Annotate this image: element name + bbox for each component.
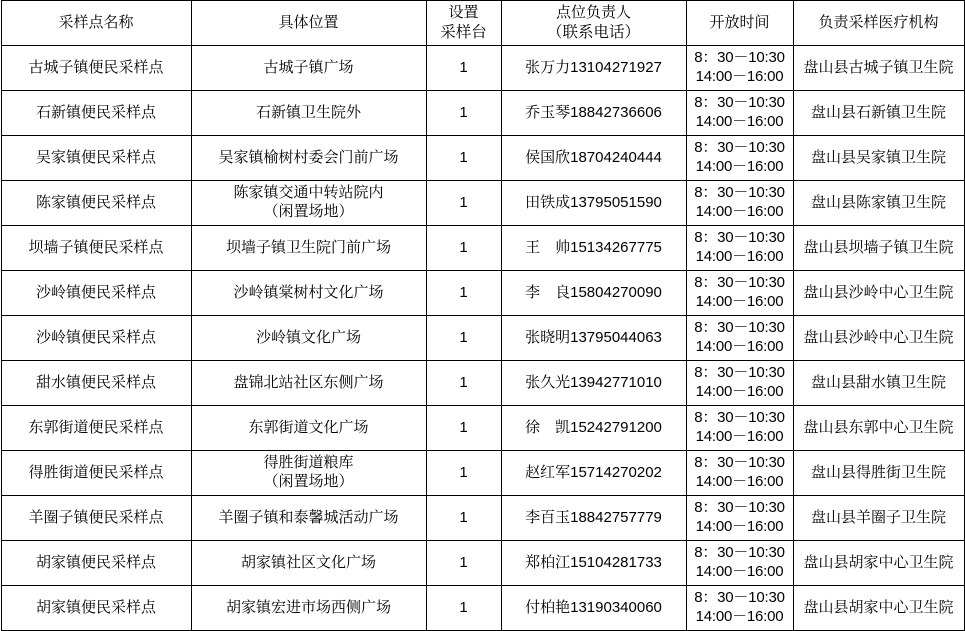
cell-opening-hours bbox=[686, 136, 793, 181]
hours-afternoon: 14:00－16:00 bbox=[695, 383, 784, 400]
cell-opening-hours bbox=[686, 91, 793, 136]
hours-morning: 8：30－10:30 bbox=[694, 589, 785, 607]
manager-name: 王 帅 bbox=[525, 238, 571, 256]
table-row bbox=[1, 451, 964, 496]
location-line2: （闲置场地） bbox=[263, 203, 354, 220]
cell-location: 沙岭镇文化广场 bbox=[191, 316, 426, 361]
hours-morning: 8：30－10:30 bbox=[694, 364, 785, 382]
cell-organization: 盘山县陈家镇卫生院 bbox=[793, 181, 964, 226]
cell-manager bbox=[501, 406, 686, 451]
cell-site-name: 胡家镇便民采样点 bbox=[1, 586, 191, 631]
cell-location: 吴家镇榆树村委会门前广场 bbox=[191, 136, 426, 181]
cell-station-count: 1 bbox=[426, 406, 501, 451]
cell-manager bbox=[501, 136, 686, 181]
cell-site-name: 坝墙子镇便民采样点 bbox=[1, 226, 191, 271]
header-manager-line1: 点位负责人 bbox=[555, 3, 631, 21]
manager-name: 张久光 bbox=[525, 373, 571, 391]
cell-location: 胡家镇社区文化广场 bbox=[191, 541, 426, 586]
cell-manager bbox=[501, 496, 686, 541]
manager-phone: 18842757779 bbox=[570, 508, 662, 526]
cell-opening-hours bbox=[686, 226, 793, 271]
manager-name: 田铁成 bbox=[525, 193, 571, 211]
hours-afternoon: 14:00－16:00 bbox=[695, 518, 784, 535]
hours-afternoon: 14:00－16:00 bbox=[695, 293, 784, 310]
cell-station-count: 1 bbox=[426, 136, 501, 181]
cell-location: 坝墙子镇卫生院门前广场 bbox=[191, 226, 426, 271]
cell-site-name: 沙岭镇便民采样点 bbox=[1, 271, 191, 316]
cell-opening-hours bbox=[686, 406, 793, 451]
hours-afternoon: 14:00－16:00 bbox=[695, 428, 784, 445]
cell-organization: 盘山县古城子镇卫生院 bbox=[793, 46, 964, 91]
table-row bbox=[1, 406, 964, 451]
table-row bbox=[1, 361, 964, 406]
cell-location: 沙岭镇棠树村文化广场 bbox=[191, 271, 426, 316]
manager-name: 张晓明 bbox=[525, 328, 571, 346]
cell-station-count: 1 bbox=[426, 46, 501, 91]
cell-site-name: 沙岭镇便民采样点 bbox=[1, 316, 191, 361]
cell-station-count: 1 bbox=[426, 181, 501, 226]
hours-morning: 8：30－10:30 bbox=[694, 184, 785, 202]
hours-morning: 8：30－10:30 bbox=[694, 94, 785, 112]
header-row bbox=[1, 1, 964, 46]
cell-opening-hours bbox=[686, 361, 793, 406]
cell-location: 东郭街道文化广场 bbox=[191, 406, 426, 451]
cell-location: 石新镇卫生院外 bbox=[191, 91, 426, 136]
hours-afternoon: 14:00－16:00 bbox=[695, 248, 784, 265]
table-row bbox=[1, 316, 964, 361]
table-row bbox=[1, 226, 964, 271]
header-manager-line2: （联系电话） bbox=[546, 23, 640, 41]
cell-organization: 盘山县东郭中心卫生院 bbox=[793, 406, 964, 451]
hours-afternoon: 14:00－16:00 bbox=[695, 113, 784, 130]
header-cell-hours: 开放时间 bbox=[686, 1, 793, 46]
cell-station-count: 1 bbox=[426, 226, 501, 271]
hours-afternoon: 14:00－16:00 bbox=[695, 158, 784, 175]
header-cell-count bbox=[426, 1, 501, 46]
cell-organization: 盘山县得胜街卫生院 bbox=[793, 451, 964, 496]
cell-opening-hours bbox=[686, 316, 793, 361]
sampling-sites-table bbox=[1, 0, 965, 631]
manager-phone: 13795051590 bbox=[570, 193, 662, 211]
table-row bbox=[1, 181, 964, 226]
cell-location bbox=[191, 451, 426, 496]
cell-location: 盘锦北站社区东侧广场 bbox=[191, 361, 426, 406]
hours-afternoon: 14:00－16:00 bbox=[695, 563, 784, 580]
manager-phone: 13795044063 bbox=[570, 328, 662, 346]
table-header bbox=[1, 1, 964, 46]
cell-station-count: 1 bbox=[426, 271, 501, 316]
cell-site-name: 石新镇便民采样点 bbox=[1, 91, 191, 136]
manager-phone: 15134267775 bbox=[570, 238, 662, 256]
manager-phone: 15804270090 bbox=[570, 283, 662, 301]
table-row bbox=[1, 271, 964, 316]
manager-phone: 15242791200 bbox=[570, 418, 662, 436]
hours-morning: 8：30－10:30 bbox=[694, 499, 785, 517]
cell-manager bbox=[501, 451, 686, 496]
cell-site-name: 吴家镇便民采样点 bbox=[1, 136, 191, 181]
hours-morning: 8：30－10:30 bbox=[694, 409, 785, 427]
cell-organization: 盘山县吴家镇卫生院 bbox=[793, 136, 964, 181]
hours-morning: 8：30－10:30 bbox=[694, 274, 785, 292]
cell-site-name: 古城子镇便民采样点 bbox=[1, 46, 191, 91]
cell-site-name: 得胜街道便民采样点 bbox=[1, 451, 191, 496]
cell-manager bbox=[501, 316, 686, 361]
cell-opening-hours bbox=[686, 541, 793, 586]
manager-name: 郑柏江 bbox=[525, 553, 571, 571]
hours-morning: 8：30－10:30 bbox=[694, 139, 785, 157]
cell-station-count: 1 bbox=[426, 316, 501, 361]
cell-organization: 盘山县沙岭中心卫生院 bbox=[793, 316, 964, 361]
cell-site-name: 胡家镇便民采样点 bbox=[1, 541, 191, 586]
table-row bbox=[1, 46, 964, 91]
hours-morning: 8：30－10:30 bbox=[694, 544, 785, 562]
cell-location bbox=[191, 181, 426, 226]
cell-station-count: 1 bbox=[426, 496, 501, 541]
cell-manager bbox=[501, 541, 686, 586]
hours-afternoon: 14:00－16:00 bbox=[695, 608, 784, 625]
location-line1: 得胜街道粮库 bbox=[263, 454, 354, 472]
cell-opening-hours bbox=[686, 451, 793, 496]
cell-location: 羊圈子镇和泰馨城活动广场 bbox=[191, 496, 426, 541]
cell-site-name: 东郭街道便民采样点 bbox=[1, 406, 191, 451]
table-row bbox=[1, 91, 964, 136]
hours-morning: 8：30－10:30 bbox=[694, 49, 785, 67]
cell-location: 古城子镇广场 bbox=[191, 46, 426, 91]
table-row bbox=[1, 136, 964, 181]
hours-afternoon: 14:00－16:00 bbox=[695, 473, 784, 490]
cell-station-count: 1 bbox=[426, 91, 501, 136]
manager-phone: 18704240444 bbox=[570, 148, 662, 166]
cell-manager bbox=[501, 226, 686, 271]
manager-name: 乔玉琴 bbox=[525, 103, 571, 121]
manager-phone: 13942771010 bbox=[570, 373, 662, 391]
cell-organization: 盘山县沙岭中心卫生院 bbox=[793, 271, 964, 316]
hours-morning: 8：30－10:30 bbox=[694, 229, 785, 247]
cell-station-count: 1 bbox=[426, 541, 501, 586]
manager-name: 李百玉 bbox=[525, 508, 571, 526]
location-line1: 陈家镇交通中转站院内 bbox=[233, 184, 384, 202]
cell-organization: 盘山县石新镇卫生院 bbox=[793, 91, 964, 136]
cell-organization: 盘山县甜水镇卫生院 bbox=[793, 361, 964, 406]
manager-name: 付柏艳 bbox=[525, 598, 571, 616]
cell-opening-hours bbox=[686, 181, 793, 226]
header-cell-location: 具体位置 bbox=[191, 1, 426, 46]
cell-manager bbox=[501, 91, 686, 136]
manager-name: 张万力 bbox=[525, 58, 571, 76]
cell-organization: 盘山县坝墙子镇卫生院 bbox=[793, 226, 964, 271]
header-cell-name: 采样点名称 bbox=[1, 1, 191, 46]
cell-manager bbox=[501, 46, 686, 91]
cell-station-count: 1 bbox=[426, 361, 501, 406]
header-count-line1: 设置 bbox=[448, 3, 479, 21]
manager-phone: 15104281733 bbox=[570, 553, 662, 571]
cell-opening-hours bbox=[686, 271, 793, 316]
hours-afternoon: 14:00－16:00 bbox=[695, 203, 784, 220]
header-cell-organization: 负责采样医疗机构 bbox=[793, 1, 964, 46]
manager-name: 李 良 bbox=[525, 283, 571, 301]
manager-phone: 18842736606 bbox=[570, 103, 662, 121]
manager-phone: 15714270202 bbox=[570, 463, 662, 481]
cell-manager bbox=[501, 361, 686, 406]
hours-afternoon: 14:00－16:00 bbox=[695, 338, 784, 355]
location-line2: （闲置场地） bbox=[263, 473, 354, 490]
cell-manager bbox=[501, 271, 686, 316]
header-cell-manager bbox=[501, 1, 686, 46]
table-row bbox=[1, 541, 964, 586]
hours-morning: 8：30－10:30 bbox=[694, 454, 785, 472]
manager-phone: 13190340060 bbox=[570, 598, 662, 616]
cell-opening-hours bbox=[686, 586, 793, 631]
manager-name: 赵红军 bbox=[525, 463, 571, 481]
cell-station-count: 1 bbox=[426, 451, 501, 496]
hours-afternoon: 14:00－16:00 bbox=[695, 68, 784, 85]
cell-manager bbox=[501, 181, 686, 226]
cell-organization: 盘山县羊圈子卫生院 bbox=[793, 496, 964, 541]
cell-organization: 盘山县胡家中心卫生院 bbox=[793, 541, 964, 586]
table-body bbox=[1, 46, 964, 631]
cell-location: 胡家镇宏进市场西侧广场 bbox=[191, 586, 426, 631]
cell-organization: 盘山县胡家中心卫生院 bbox=[793, 586, 964, 631]
manager-name: 徐 凯 bbox=[525, 418, 571, 436]
table-row bbox=[1, 586, 964, 631]
manager-phone: 13104271927 bbox=[570, 58, 662, 76]
table-row bbox=[1, 496, 964, 541]
cell-opening-hours bbox=[686, 496, 793, 541]
cell-site-name: 陈家镇便民采样点 bbox=[1, 181, 191, 226]
cell-station-count: 1 bbox=[426, 586, 501, 631]
cell-opening-hours bbox=[686, 46, 793, 91]
hours-morning: 8：30－10:30 bbox=[694, 319, 785, 337]
cell-manager bbox=[501, 586, 686, 631]
manager-name: 侯国欣 bbox=[525, 148, 571, 166]
header-count-line2: 采样台 bbox=[440, 23, 487, 41]
cell-site-name: 甜水镇便民采样点 bbox=[1, 361, 191, 406]
cell-site-name: 羊圈子镇便民采样点 bbox=[1, 496, 191, 541]
